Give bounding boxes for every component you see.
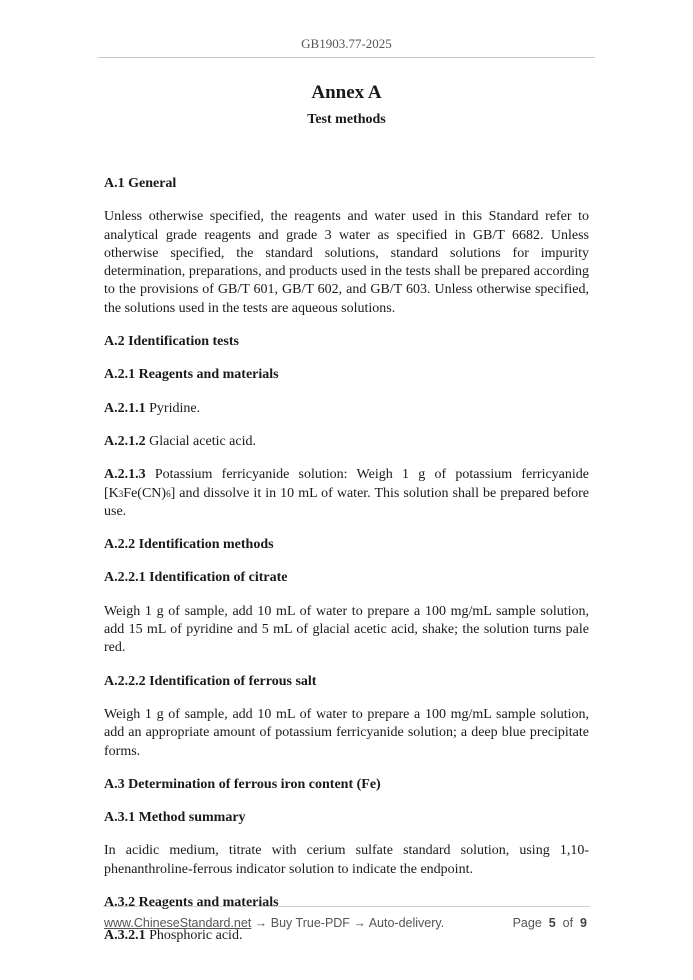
clause-number: A.2.1.3 — [104, 467, 146, 483]
website-link[interactable]: www.ChineseStandard.net — [104, 916, 252, 930]
paragraph-a2-2-1: Weigh 1 g of sample, add 10 mL of water to prepare a 100 mg/mL sample solution, add 15 mL of pyridine and 5 mL of glacial acetic acid, shake; the solution turns pale red. — [104, 603, 589, 656]
document-id-header: GB1903.77-2025 — [301, 36, 392, 51]
page-indicator — [513, 916, 587, 930]
clause-text: Phosphoric acid. — [149, 928, 243, 944]
header-divider — [98, 57, 595, 58]
heading-a2: A.2 Identification tests — [104, 334, 239, 350]
page-of: of — [562, 916, 574, 930]
footer-divider — [103, 906, 590, 907]
heading-a2-2: A.2.2 Identification methods — [104, 537, 274, 553]
clause-a2-1-1 — [104, 400, 589, 418]
paragraph-a2-2-2: Weigh 1 g of sample, add 10 mL of water to prepare a 100 mg/mL sample solution, add an appropriate amount of potassium ferricyanide solution; a deep blue precipitate forms. — [104, 706, 589, 759]
clause-text: Glacial acetic acid. — [149, 433, 256, 449]
page-current: 5 — [548, 916, 556, 930]
heading-a3-2: A.3.2 Reagents and materials — [104, 895, 279, 911]
clause-a2-1-3 — [104, 466, 589, 521]
heading-a3-1: A.3.1 Method summary — [104, 810, 246, 826]
heading-a2-1: A.2.1 Reagents and materials — [104, 367, 279, 383]
heading-a2-2-1: A.2.2.1 Identification of citrate — [104, 570, 288, 586]
page-total: 9 — [580, 916, 587, 930]
annex-subtitle: Test methods — [307, 112, 386, 127]
heading-a2-2-2: A.2.2.2 Identification of ferrous salt — [104, 673, 317, 689]
heading-a3: A.3 Determination of ferrous iron content (Fe) — [104, 776, 381, 792]
annex-title: Annex A — [311, 82, 382, 103]
clause-text: Pyridine. — [149, 400, 201, 416]
footer — [104, 916, 587, 930]
paragraph-a3-1: In acidic medium, titrate with cerium sulfate standard solution, using 1,10-phenanthroline-ferrous indicator solution to indicate the endpoint. — [104, 843, 589, 877]
subscript: 3 — [118, 488, 124, 499]
clause-number: A.2.1.2 — [104, 433, 146, 449]
clause-text-end: ] and dissolve it in 10 mL of water. This solution shall be prepared before use. — [104, 485, 589, 519]
footer-tagline: → Buy True-PDF → Auto-delivery. — [251, 916, 445, 930]
document-body — [104, 175, 589, 961]
clause-number: A.3.2.1 — [104, 928, 146, 944]
clause-a2-1-2 — [104, 433, 589, 451]
page-label: Page — [512, 916, 542, 930]
clause-a3-2-1 — [104, 927, 589, 945]
clause-number: A.2.1.1 — [104, 400, 146, 416]
clause-text: Potassium ferricyanide solution: Weigh 1 g of potassium ferricyanide [K — [104, 467, 590, 501]
heading-a1: A.1 General — [104, 176, 177, 191]
subscript: 6 — [166, 488, 171, 499]
formula-part: Fe(CN) — [123, 485, 167, 501]
paragraph-a1: Unless otherwise specified, the reagents and water used in this Standard refer to analytical grade reagents and grade 3 water as specified in GB/T 6682. Unless otherwise specified, the standard solutions, standard solutions for impurity determination, preparations, and products used in the tests shall be prepared according to the provisions of GB/T 601, GB/T 602, and GB/T 603. Unless otherwise specified, the solutions used in the tests are aqueous solutions. — [104, 209, 589, 316]
footer-promo — [104, 916, 444, 930]
